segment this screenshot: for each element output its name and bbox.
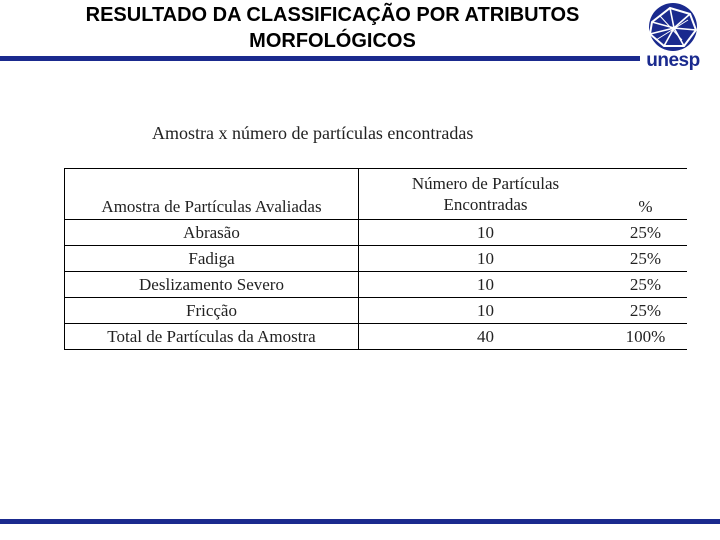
total-label: Total de Partículas da Amostra	[65, 324, 359, 350]
row-percent: 25%	[612, 220, 687, 246]
page-title-line-2: MORFOLÓGICOS	[249, 30, 416, 52]
row-percent: 25%	[612, 272, 687, 298]
row-count: 10	[359, 220, 613, 246]
page-title	[0, 2, 665, 54]
header-percent: %	[612, 169, 687, 220]
header-sample: Amostra de Partículas Avaliadas	[65, 169, 359, 220]
header-count-line-1: Número de Partículas	[411, 174, 560, 193]
row-sample: Fadiga	[65, 246, 359, 272]
table-row	[65, 246, 688, 272]
table-caption: Amostra x número de partículas encontradas	[152, 123, 474, 143]
top-divider	[0, 56, 640, 61]
row-sample: Deslizamento Severo	[65, 272, 359, 298]
header-count-line-2: Encontradas	[443, 195, 528, 214]
page-title-line-1: RESULTADO DA CLASSIFICAÇÃO POR ATRIBUTOS	[85, 4, 580, 26]
row-sample: Abrasão	[65, 220, 359, 246]
unesp-logo-text: unesp	[646, 50, 700, 71]
particle-table	[64, 168, 687, 350]
row-count: 10	[359, 246, 613, 272]
row-sample: Fricção	[65, 298, 359, 324]
row-count: 10	[359, 298, 613, 324]
row-count: 10	[359, 272, 613, 298]
total-count: 40	[359, 324, 613, 350]
unesp-logo	[640, 0, 706, 76]
table-row	[65, 220, 688, 246]
row-percent: 25%	[612, 298, 687, 324]
header-count	[359, 169, 613, 220]
total-percent: 100%	[612, 324, 687, 350]
table-total-row	[65, 324, 688, 350]
unesp-globe-icon	[640, 0, 706, 52]
table-header-row	[65, 169, 688, 220]
bottom-divider	[0, 519, 720, 524]
row-percent: 25%	[612, 246, 687, 272]
table-row	[65, 298, 688, 324]
table-row	[65, 272, 688, 298]
